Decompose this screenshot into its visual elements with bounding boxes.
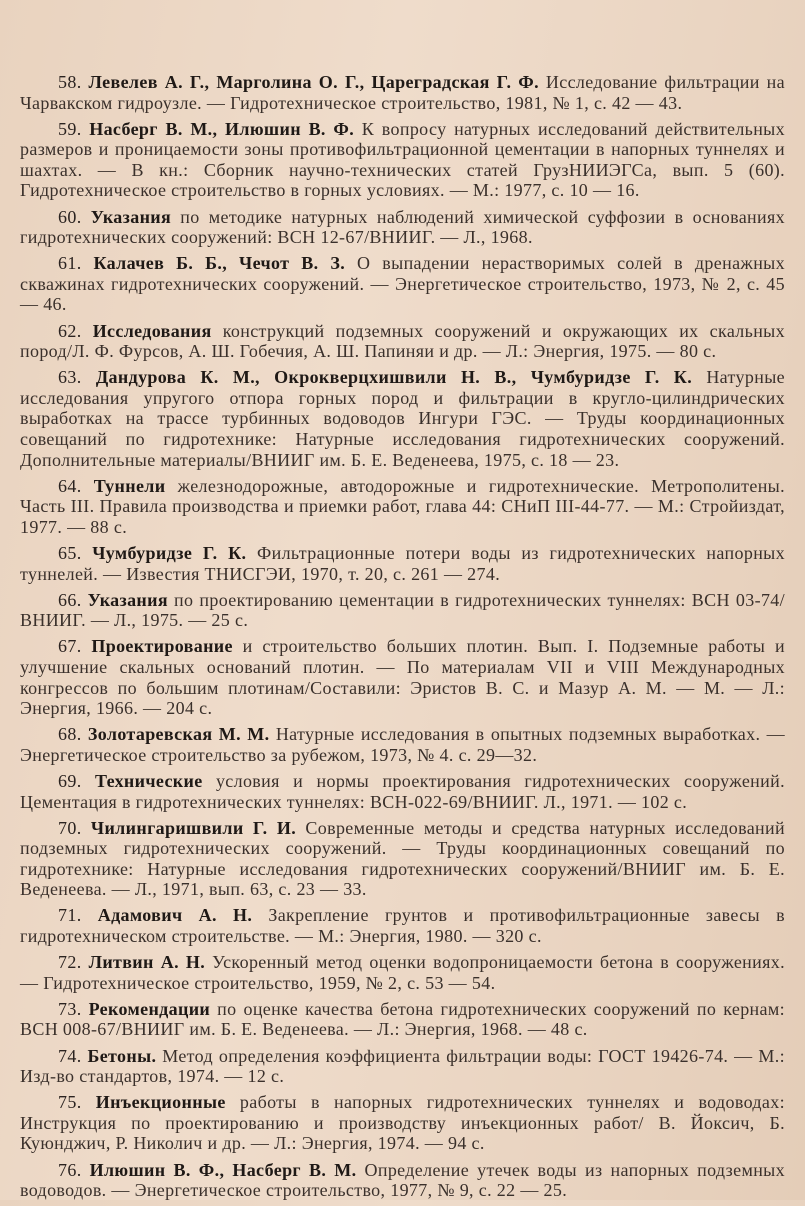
bibliography-list <box>20 72 785 1206</box>
bibliography-entry <box>20 999 785 1040</box>
entry-text: по оценке качества бетона гидротехнических сооружений по кернам: ВСН 008-67/ВНИИГ им. Б. Е. Веденеева. — Л.: Энергия, 1968. — 48 с. <box>20 998 785 1040</box>
entry-number: 68. <box>58 724 82 745</box>
entry-author: Чумбуридзе Г. К. <box>92 542 247 563</box>
entry-number: 76. <box>58 1159 82 1180</box>
entry-number: 75. <box>58 1092 82 1113</box>
entry-number: 69. <box>58 770 82 791</box>
entry-author: Исследования <box>92 320 212 341</box>
entry-author: Рекомендации <box>88 998 211 1019</box>
bibliography-entry <box>20 818 785 900</box>
entry-text: по методике натурных наблюдений химической суффозии в основаниях гидротехнических сооружений: ВСН 12-67/ВНИИГ. — Л., 1968. <box>20 206 785 248</box>
bibliography-entry <box>20 724 785 765</box>
bibliography-entry <box>20 1160 785 1201</box>
bibliography-entry <box>20 321 785 362</box>
entry-number: 70. <box>58 817 82 838</box>
bibliography-entry <box>20 367 785 470</box>
bibliography-entry <box>20 1092 785 1154</box>
entry-number: 63. <box>58 367 82 388</box>
entry-text: Исследование фильтрации на Чарвакском гидроузле. — Гидротехническое строительство, 1981, № 1, с. 42 — 43. <box>20 72 785 113</box>
entry-author: Калачев Б. Б., Чечот В. З. <box>93 253 346 274</box>
entry-author: Бетоны. <box>87 1045 157 1066</box>
entry-number: 73. <box>58 998 82 1019</box>
bibliography-entry <box>20 1046 785 1087</box>
bibliography-entry <box>20 72 785 113</box>
entry-author: Чилингаришвили Г. И. <box>90 817 297 838</box>
entry-text: работы в напорных гидротехнических туннелях и водоводах: Инструкция по проектированию и производству инъекционных работ/ В. Йоксич, Б. Куюнджич, Р. Николич и др. — Л.: Энергия, 1974. — 94 с. <box>20 1092 785 1154</box>
entry-text: Натурные исследования упругого отпора горных пород и фильтрации в кругло-цилиндрических выработках на трассе турбинных водоводов Ингури ГЭС. — Труды координационных совещаний по гидротехнике: Натурные исследования гидротехнических сооружений. Дополнительные материалы/ВНИИГ им. Б. Е. Веденеева, 1975, с. 18 — 23. <box>20 367 785 470</box>
entry-number: 62. <box>58 320 82 341</box>
entry-number: 59. <box>58 118 82 139</box>
entry-author: Литвин А. Н. <box>88 952 206 973</box>
entry-text: и строительство больших плотин. Вып. I. Подземные работы и улучшение скальных оснований плотин. — По материалам VII и VIII Международных конгрессов по большим плотинам/Составили: Эристов В. С. и Мазур А. М. — М. — Л.: Энергия, 1966. — 204 с. <box>20 636 785 719</box>
entry-number: 58. <box>58 72 82 92</box>
bibliography-entry <box>20 590 785 631</box>
entry-author: Проектирование <box>91 636 233 657</box>
entry-text: конструкций подземных сооружений и окружающих их скальных пород/Л. Ф. Фурсов, А. Ш. Гобечия, А. Ш. Папиняи и др. — Л.: Энергия, 1975. — 80 с. <box>20 320 785 362</box>
entry-author: Адамович А. Н. <box>97 905 253 926</box>
bibliography-entry <box>20 952 785 993</box>
bibliography-entry <box>20 207 785 248</box>
entry-author: Туннели <box>93 475 166 496</box>
entry-text: Метод определения коэффициента фильтрации воды: ГОСТ 19426-74. — М.: Изд-во стандартов, 1974. — 12 с. <box>20 1045 785 1087</box>
entry-author: Золотаревская М. М. <box>87 724 270 745</box>
entry-author: Технические <box>94 770 203 791</box>
entry-author: Инъекционные <box>95 1092 226 1113</box>
entry-text: по проектированию цементации в гидротехнических туннелях: ВСН 03-74/ВНИИГ. — Л., 1975. — 25 с. <box>20 589 785 631</box>
entry-text: Натурные исследования в опытных подземных выработках. — Энергетическое строительство за рубежом, 1973, № 4. с. 29—32. <box>20 724 785 765</box>
entry-number: 67. <box>58 636 82 657</box>
entry-number: 71. <box>58 905 82 926</box>
entry-author: Дандурова К. М., Окрокверцхишвили Н. В., Чумбуридзе Г. К. <box>95 367 693 388</box>
entry-number: 65. <box>58 542 82 563</box>
entry-author: Илюшин В. Ф., Насберг В. М. <box>89 1159 357 1180</box>
entry-text: К вопросу натурных исследований действительных размеров и проницаемости зоны противофильтрационной цементации в напорных туннелях и шахтах. — В кн.: Сборник научно-технических статей ГрузНИИЭГСа, вып. 5 (60). Гидротехническое строительство в горных условиях. — М.: 1977, с. 10 — 16. <box>20 118 785 201</box>
entry-text: условия и нормы проектирования гидротехнических сооружений. Цементация в гидротехнических туннелях: ВСН-022-69/ВНИИГ. Л., 1971. — 102 с. <box>20 770 785 812</box>
entry-author: Указания <box>90 206 172 227</box>
bibliography-entry <box>20 636 785 718</box>
entry-author: Указания <box>87 589 168 610</box>
entry-text: Ускоренный метод оценки водопроницаемости бетона в сооружениях. — Гидротехническое строительство, 1959, № 2, с. 53 — 54. <box>20 952 785 993</box>
entry-number: 72. <box>58 952 82 973</box>
entry-number: 64. <box>58 475 82 496</box>
entry-author: Насберг В. М., Илюшин В. Ф. <box>89 118 355 139</box>
entry-number: 66. <box>58 589 82 610</box>
bibliography-entry <box>20 771 785 812</box>
bibliography-entry <box>20 119 785 201</box>
entry-number: 60. <box>58 206 82 227</box>
entry-number: 74. <box>58 1045 82 1066</box>
entry-text: Современные методы и средства натурных исследований подземных гидротехнических сооружений. — Труды координационных совещаний по гидротехнике: Натурные исследования гидротехнических сооружений/ВНИИГ им. Б. Е. Веденеева. — Л., 1971, вып. 63, с. 23 — 33. <box>20 817 785 900</box>
bibliography-entry <box>20 253 785 315</box>
entry-text: Фильтрационные потери воды из гидротехнических напорных туннелей. — Известия ТНИСГЭИ, 1970, т. 20, с. 261 — 274. <box>20 542 785 584</box>
entry-text: Определение утечек воды из напорных подземных водоводов. — Энергетическое строительство, 1977, № 9, с. 22 — 25. <box>20 1159 785 1201</box>
entry-number: 61. <box>58 253 82 274</box>
entry-text: Закрепление грунтов и противофильтрационные завесы в гидротехническом строительстве. — М.: Энергия, 1980. — 320 с. <box>20 905 785 947</box>
bibliography-entry <box>20 476 785 538</box>
entry-author: Левелев А. Г., Марголина О. Г., Цареградская Г. Ф. <box>88 72 539 92</box>
entry-text: О выпадении нерастворимых солей в дренажных скважинах гидротехнических сооружений. — Энергетическое строительство, 1973, № 2, с. 45 — 46. <box>20 253 785 315</box>
bibliography-entry <box>20 905 785 946</box>
bibliography-entry <box>20 543 785 584</box>
entry-text: железнодорожные, автодорожные и гидротехнические. Метрополитены. Часть III. Правила производства и приемки работ, глава 44: СНиП III-44-77. — М.: Стройиздат, 1977. — 88 с. <box>20 475 785 537</box>
